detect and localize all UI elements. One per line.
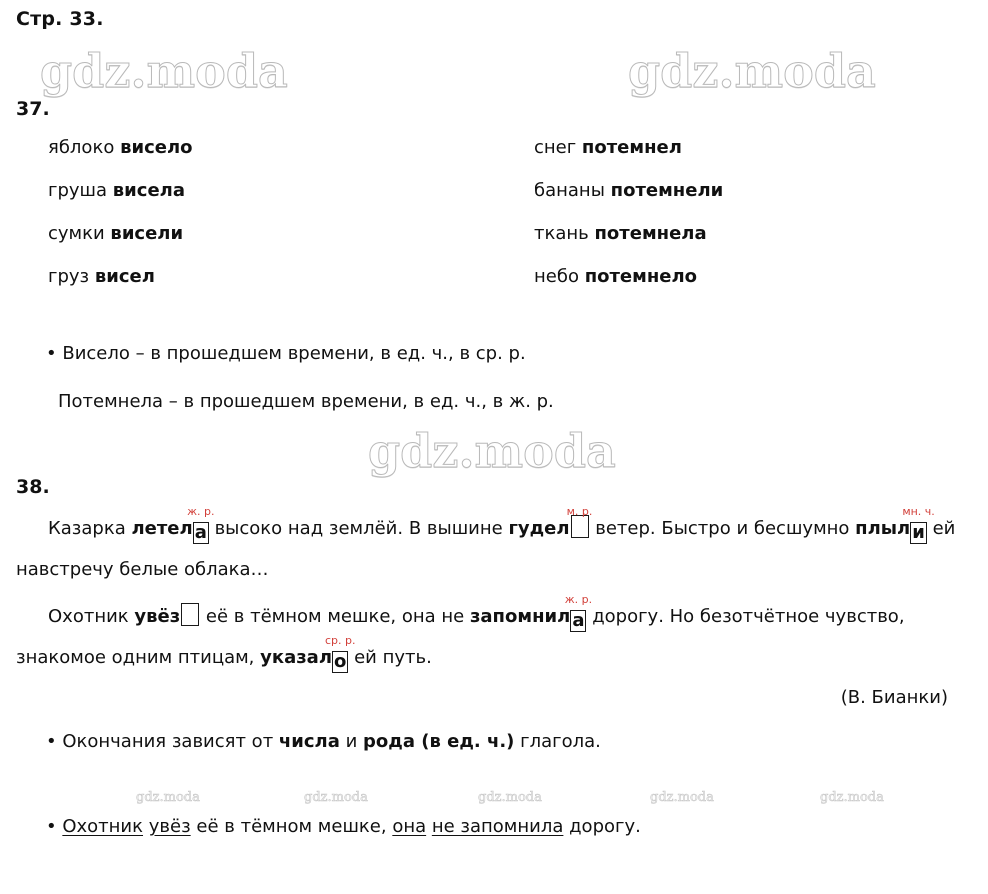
answer-word: летел (131, 518, 193, 539)
answer-ending-group (902, 505, 935, 549)
exercise38-paragraph-1 (16, 505, 966, 590)
text-run: • Окончания зависят от (46, 731, 279, 752)
word-list-left (48, 126, 193, 298)
bullet-marker: • (46, 816, 63, 837)
answer-word: указал (260, 647, 333, 668)
highlight-word: рода (в ед. ч.) (363, 731, 515, 752)
boxed-ending: а (572, 610, 585, 631)
grammar-mark: ж. р. (564, 593, 593, 606)
zero-ending-box (181, 603, 199, 626)
list-item (534, 212, 723, 255)
list-item-verb: висело (120, 137, 193, 158)
list-item (48, 169, 193, 212)
boxed-ending: о (334, 651, 347, 672)
list-item-verb: потемнели (610, 180, 724, 201)
list-item-noun: снег (534, 137, 582, 158)
list-item-noun: бананы (534, 180, 611, 201)
text-run: высоко над землёй. В вышине (208, 518, 509, 539)
answer-word: запомнил (469, 606, 571, 627)
page-label: Стр. 33. (16, 8, 104, 30)
grammar-mark: ж. р. (187, 505, 215, 518)
text-run: и (339, 731, 364, 752)
conclusion-bullet-2 (46, 816, 641, 837)
exercise-number-37: 37. (16, 98, 50, 120)
answer-ending-group (180, 596, 200, 637)
list-item-noun: небо (534, 266, 585, 287)
list-item-verb: потемнел (581, 137, 682, 158)
list-item-verb: потемнело (584, 266, 698, 287)
word-list-right (534, 126, 723, 298)
list-item-noun: ткань (534, 223, 595, 244)
watermark-logo: gdz.moda (368, 424, 616, 478)
answer-ending-group (566, 505, 593, 549)
conclusion-bullet-1 (46, 731, 601, 752)
list-item (48, 126, 193, 169)
text-run: дорогу. (563, 816, 641, 837)
list-item-verb: потемнела (594, 223, 707, 244)
text-run: Казарка (48, 518, 132, 539)
list-item (48, 212, 193, 255)
list-item-noun: груз (48, 266, 95, 287)
exercise38-paragraph-2 (16, 593, 966, 678)
text-run: дорогу. Но безотчётное чувство, знакомое одним птицам, (16, 606, 905, 668)
underlined-predicate: увёз (148, 816, 191, 837)
answer-word: увёз (134, 606, 181, 627)
note-line-1: • Висело – в прошедшем времени, в ед. ч., в ср. р. (46, 343, 526, 364)
answer-word: гудел (508, 518, 570, 539)
boxed-ending: и (912, 522, 925, 543)
watermark-small: gdz.moda (304, 790, 368, 805)
watermark-logo: gdz.moda (40, 44, 288, 98)
list-item-verb: висели (110, 223, 184, 244)
list-item-noun: сумки (48, 223, 111, 244)
underlined-subject: она (392, 816, 427, 837)
watermark-small: gdz.moda (136, 790, 200, 805)
list-item-noun: груша (48, 180, 113, 201)
text-run: её в тёмном мешке, она не (200, 606, 470, 627)
watermark-small: gdz.moda (650, 790, 714, 805)
text-run: Охотник (48, 606, 135, 627)
answer-ending-group (324, 634, 356, 678)
underlined-predicate: не запомнила (431, 816, 564, 837)
list-item (534, 169, 723, 212)
note-line-2: Потемнела – в прошедшем времени, в ед. ч., в ж. р. (58, 391, 554, 412)
list-item (534, 255, 723, 298)
exercise-number-38: 38. (16, 476, 50, 498)
list-item (534, 126, 723, 169)
underlined-subject: Охотник (62, 816, 144, 837)
answer-ending-group (187, 505, 215, 549)
text-run: её в тёмном мешке, (190, 816, 393, 837)
grammar-mark: м. р. (566, 505, 593, 518)
text-run: ветер. Быстро и бесшумно (589, 518, 856, 539)
list-item (48, 255, 193, 298)
text-run: ей путь. (348, 647, 432, 668)
answer-word: плыл (855, 518, 911, 539)
answer-ending-group (564, 593, 593, 637)
watermark-small: gdz.moda (478, 790, 542, 805)
list-item-verb: висела (112, 180, 185, 201)
grammar-mark: ср. р. (324, 634, 356, 647)
boxed-ending: а (194, 522, 207, 543)
text-run: ей навстречу белые облака… (16, 518, 956, 580)
highlight-word: числа (278, 731, 340, 752)
watermark-small: gdz.moda (820, 790, 884, 805)
watermark-logo: gdz.moda (628, 44, 876, 98)
source-attribution: (В. Бианки) (840, 687, 948, 708)
grammar-mark: мн. ч. (902, 505, 935, 518)
text-run: глагола. (514, 731, 601, 752)
list-item-noun: яблоко (48, 137, 121, 158)
list-item-verb: висел (94, 266, 155, 287)
